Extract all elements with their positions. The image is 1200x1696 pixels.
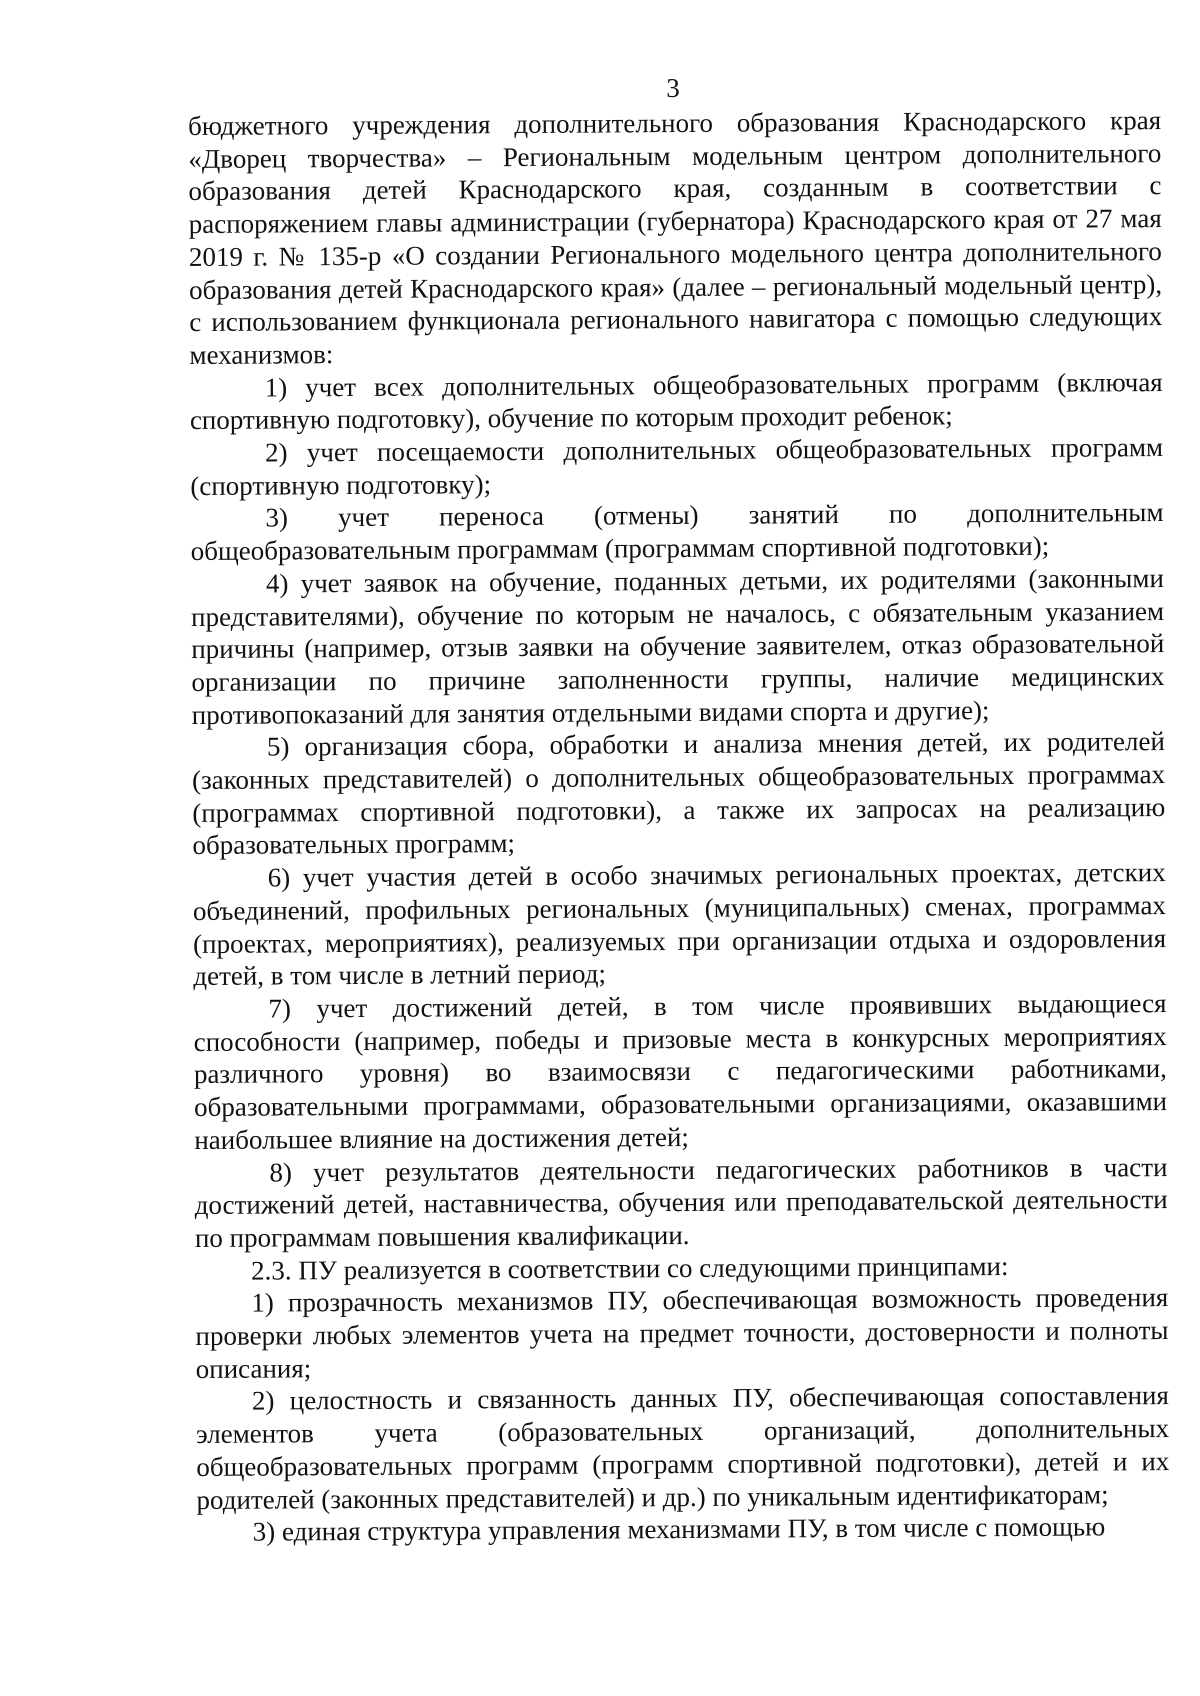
paragraph-item-7: 7) учет достижений детей, в том числе проявивших выдающиеся способности (например, победы и призовые места в конкурсных мероприятиях различного уровня) во взаимосвязи с педагогическими работниками, образовательными программами, образовательными организациями, оказавшими наибольшее влияние на достижения детей; [193, 988, 1168, 1155]
paragraph-item-6: 6) учет участия детей в особо значимых региональных проектах, детских объединений, профильных региональных (муниципальных) сменах, программах (проектах, мероприятиях), реализуемых при организации отдыха и оздоровления детей, в том числе в летний период; [192, 857, 1167, 992]
paragraph-item-4: 4) учет заявок на обучение, поданных детьми, их родителями (законными представителями), обучение по которым не началось, с обязательным указанием причины (например, отзыв заявки на обучение заявителем, отказ образовательной организации по причине заполненности группы, наличие медицинских противопоказаний для занятия отдельными видами спорта и другие); [191, 562, 1165, 730]
principle-item-2: 2) целостность и связанность данных ПУ, обеспечивающая сопоставления элементов учета (образовательных организаций, дополнительных общеобразовательных программ (программ спортивной подготовки), детей и их родителей (законных представителей) и др.) по уникальным идентификаторам; [195, 1380, 1170, 1515]
paragraph-item-8: 8) учет результатов деятельности педагогических работников в части достижений детей, наставничества, обучения или преподавательской деятельности по программам повышения квалификации. [194, 1151, 1168, 1253]
paragraph-item-3: 3) учет переноса (отмены) занятий по дополнительным общеобразовательным программам (программам спортивной подготовки); [190, 497, 1164, 567]
principle-item-3: 3) единая структура управления механизмами ПУ, в том числе с помощью [252, 1511, 1106, 1547]
paragraph-item-1: 1) учет всех дополнительных общеобразовательных программ (включая спортивную подготовку), обучение по которым проходит ребенок; [189, 366, 1163, 436]
principle-item-1: 1) прозрачность механизмов ПУ, обеспечивающая возможность проведения проверки любых элементов учета на предмет точности, достоверности и полноты описания; [195, 1282, 1169, 1384]
page-number: 3 [666, 73, 680, 103]
document-body [188, 104, 1170, 1549]
section-heading-2-3: 2.3. ПУ реализуется в соответствии со следующими принципами: [250, 1250, 1009, 1286]
paragraph-intro: бюджетного учреждения дополнительного образования Краснодарского края «Дворец творчества» – Региональным модельным центром дополнительного образования детей Краснодарского края, созданным в соответствии с распоряжением главы администрации (губернатора) Краснодарского края от 27 мая 2019 г. № 135-р «О создании Регионального модельного центра дополнительного образования детей Краснодарского края» (далее – региональный модельный центр), с использованием функционала регионального навигатора с помощью следующих механизмов: [188, 105, 1163, 370]
paragraph-item-5: 5) организация сбора, обработки и анализа мнения детей, их родителей (законных представителей) о дополнительных общеобразовательных программах (программах спортивной подготовки), а также их запросах на реализацию образовательных программ; [192, 726, 1166, 861]
paragraph-item-2: 2) учет посещаемости дополнительных общеобразовательных программ (спортивную подготовку); [190, 432, 1164, 501]
